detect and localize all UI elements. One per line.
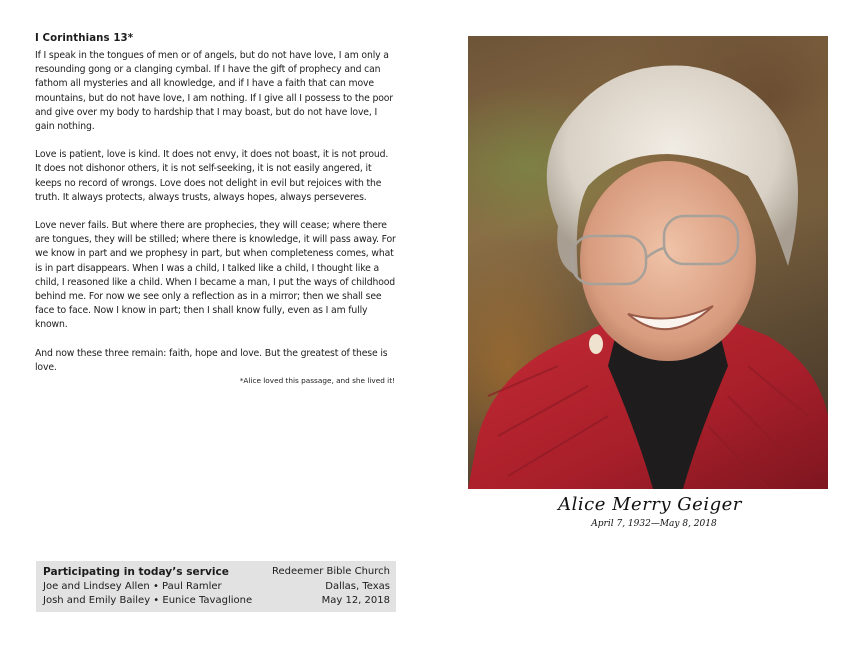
service-row-2 (43, 580, 390, 595)
scripture-reading (35, 33, 397, 385)
memorial-name: Alice Merry Geiger (558, 494, 742, 515)
church-location: Dallas, Texas (325, 580, 390, 592)
memorial-dates: April 7, 1932—May 8, 2018 (591, 519, 717, 529)
participants-line-1: Joe and Lindsey Allen • Paul Ramler (43, 580, 222, 592)
portrait-photo (468, 36, 828, 489)
service-row-3 (43, 594, 390, 609)
service-participants-box (36, 561, 396, 612)
church-name: Redeemer Bible Church (272, 566, 390, 577)
reading-paragraph-2: Love is patient, love is kind. It does not envy, it does not boast, it is not proud. It does not dishonor others, it is not self-seeking, it is not easily angered, it keeps no record of wrongs. Love does not delight in evil but rejoices with the truth. It always protects, always trusts, always hopes, always perseveres. (35, 149, 389, 203)
reading-heading: I Corinthians 13* (35, 33, 134, 44)
service-date: May 12, 2018 (321, 595, 390, 606)
reading-paragraph-4: And now these three remain: faith, hope and love. But the greatest of these is love. (35, 347, 388, 373)
portrait-illustration (468, 36, 828, 489)
reading-footnote: *Alice loved this passage, and she lived it! (239, 376, 395, 386)
earring (589, 334, 603, 354)
service-row-1 (43, 565, 390, 580)
service-title: Participating in today’s service (43, 566, 229, 578)
participants-line-2: Josh and Emily Bailey • Eunice Tavaglione (43, 595, 253, 606)
reading-paragraph-3: Love never fails. But where there are prophecies, they will cease; where there are tongues, they will be stilled; where there is knowledge, it will pass away. For we know in part and we prophesy in part, but when completeness comes, what is in part disappears. When I was a child, I talked like a child, I thought like a child, I reasoned like a child. When I became a man, I put the ways of childhood behind me. For now we see only a reflection as in a mirror; then we shall see face to face. Now I know in part; then I shall know fully, even as I am fully known. (35, 220, 396, 331)
reading-paragraph-1: If I speak in the tongues of men or of angels, but do not have love, I am only a resounding gong or a clanging cymbal. If I have the gift of prophecy and can fathom all mysteries and all knowledge, and if I have a faith that can move mountains, but do not have love, I am nothing. If I give all I possess to the poor and give over my body to hardship that I may boast, but do not have love, I gain nothing. (35, 50, 393, 133)
